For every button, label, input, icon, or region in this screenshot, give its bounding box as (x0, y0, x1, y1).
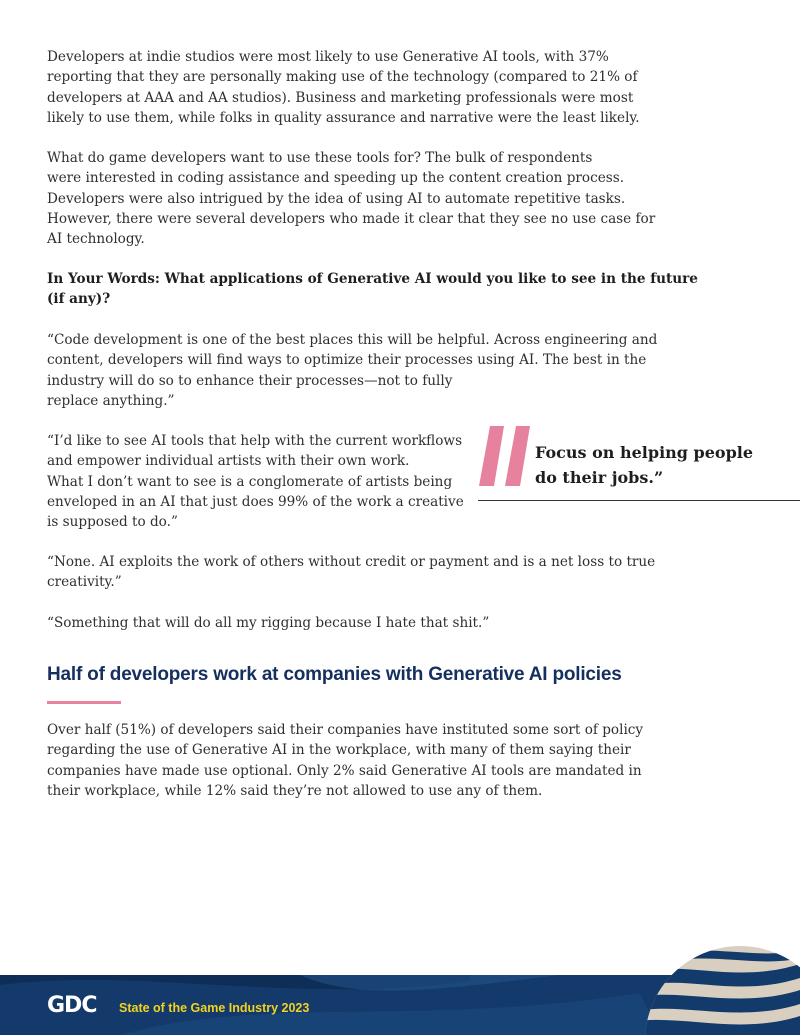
quotation-mark-icon (478, 424, 533, 488)
section-heading-underline (47, 701, 121, 704)
respondent-quote-3: “None. AI exploits the work of others without credit or payment and is a net loss to true creativity.” (47, 554, 656, 591)
report-title: State of the Game Industry 2023 (119, 1001, 310, 1015)
striped-globe-graphic (610, 946, 800, 1035)
respondent-quote-2: “I’d like to see AI tools that help with the current workflows and empower individual artists with their own work. What I don’t want to see is a conglomerate of artists being enveloped in an AI that just does 99% of the work a creative is supposed to do.” (47, 433, 464, 531)
respondent-quote-1: “Code development is one of the best places this will be helpful. Across engineering and content, developers will find ways to optimize their processes using AI. The best in the industry will do so to enhance their processes—not to fully replace anything.” (47, 332, 658, 409)
pull-quote-divider (478, 500, 800, 501)
policy-paragraph: Over half (51%) of developers said their companies have instituted some sort of policy regarding the use of Generative AI in the workplace, with many of them saying their companies have made use optional. Only 2% said Generative AI tools are mandated in their workplace, while 12% said they’re not allowed to use any of them. (47, 722, 644, 799)
gdc-logo: GDC (47, 993, 97, 1018)
pull-quote-text: Focus on helping people do their jobs.” (535, 443, 754, 487)
pull-quote (478, 424, 800, 502)
section-heading: Half of developers work at companies with Generative AI policies (47, 664, 622, 685)
question-heading: In Your Words: What applications of Generative AI would you like to see in the future (if any)? (47, 271, 698, 308)
respondent-quote-4: “Something that will do all my rigging because I hate that shit.” (47, 615, 490, 631)
uses-paragraph: What do game developers want to use these tools for? The bulk of respondents were interested in coding assistance and speeding up the content creation process. Developers were also intrigued by the idea of using AI to automate repetitive tasks. However, there were several developers who made it clear that they see no use case for AI technology. (47, 150, 656, 248)
intro-paragraph: Developers at indie studios were most likely to use Generative AI tools, with 37% reporting that they are personally making use of the technology (compared to 21% of developers at AAA and AA studios). Business and marketing professionals were most likely to use them, while folks in quality assurance and narrative were the least likely. (47, 49, 640, 126)
